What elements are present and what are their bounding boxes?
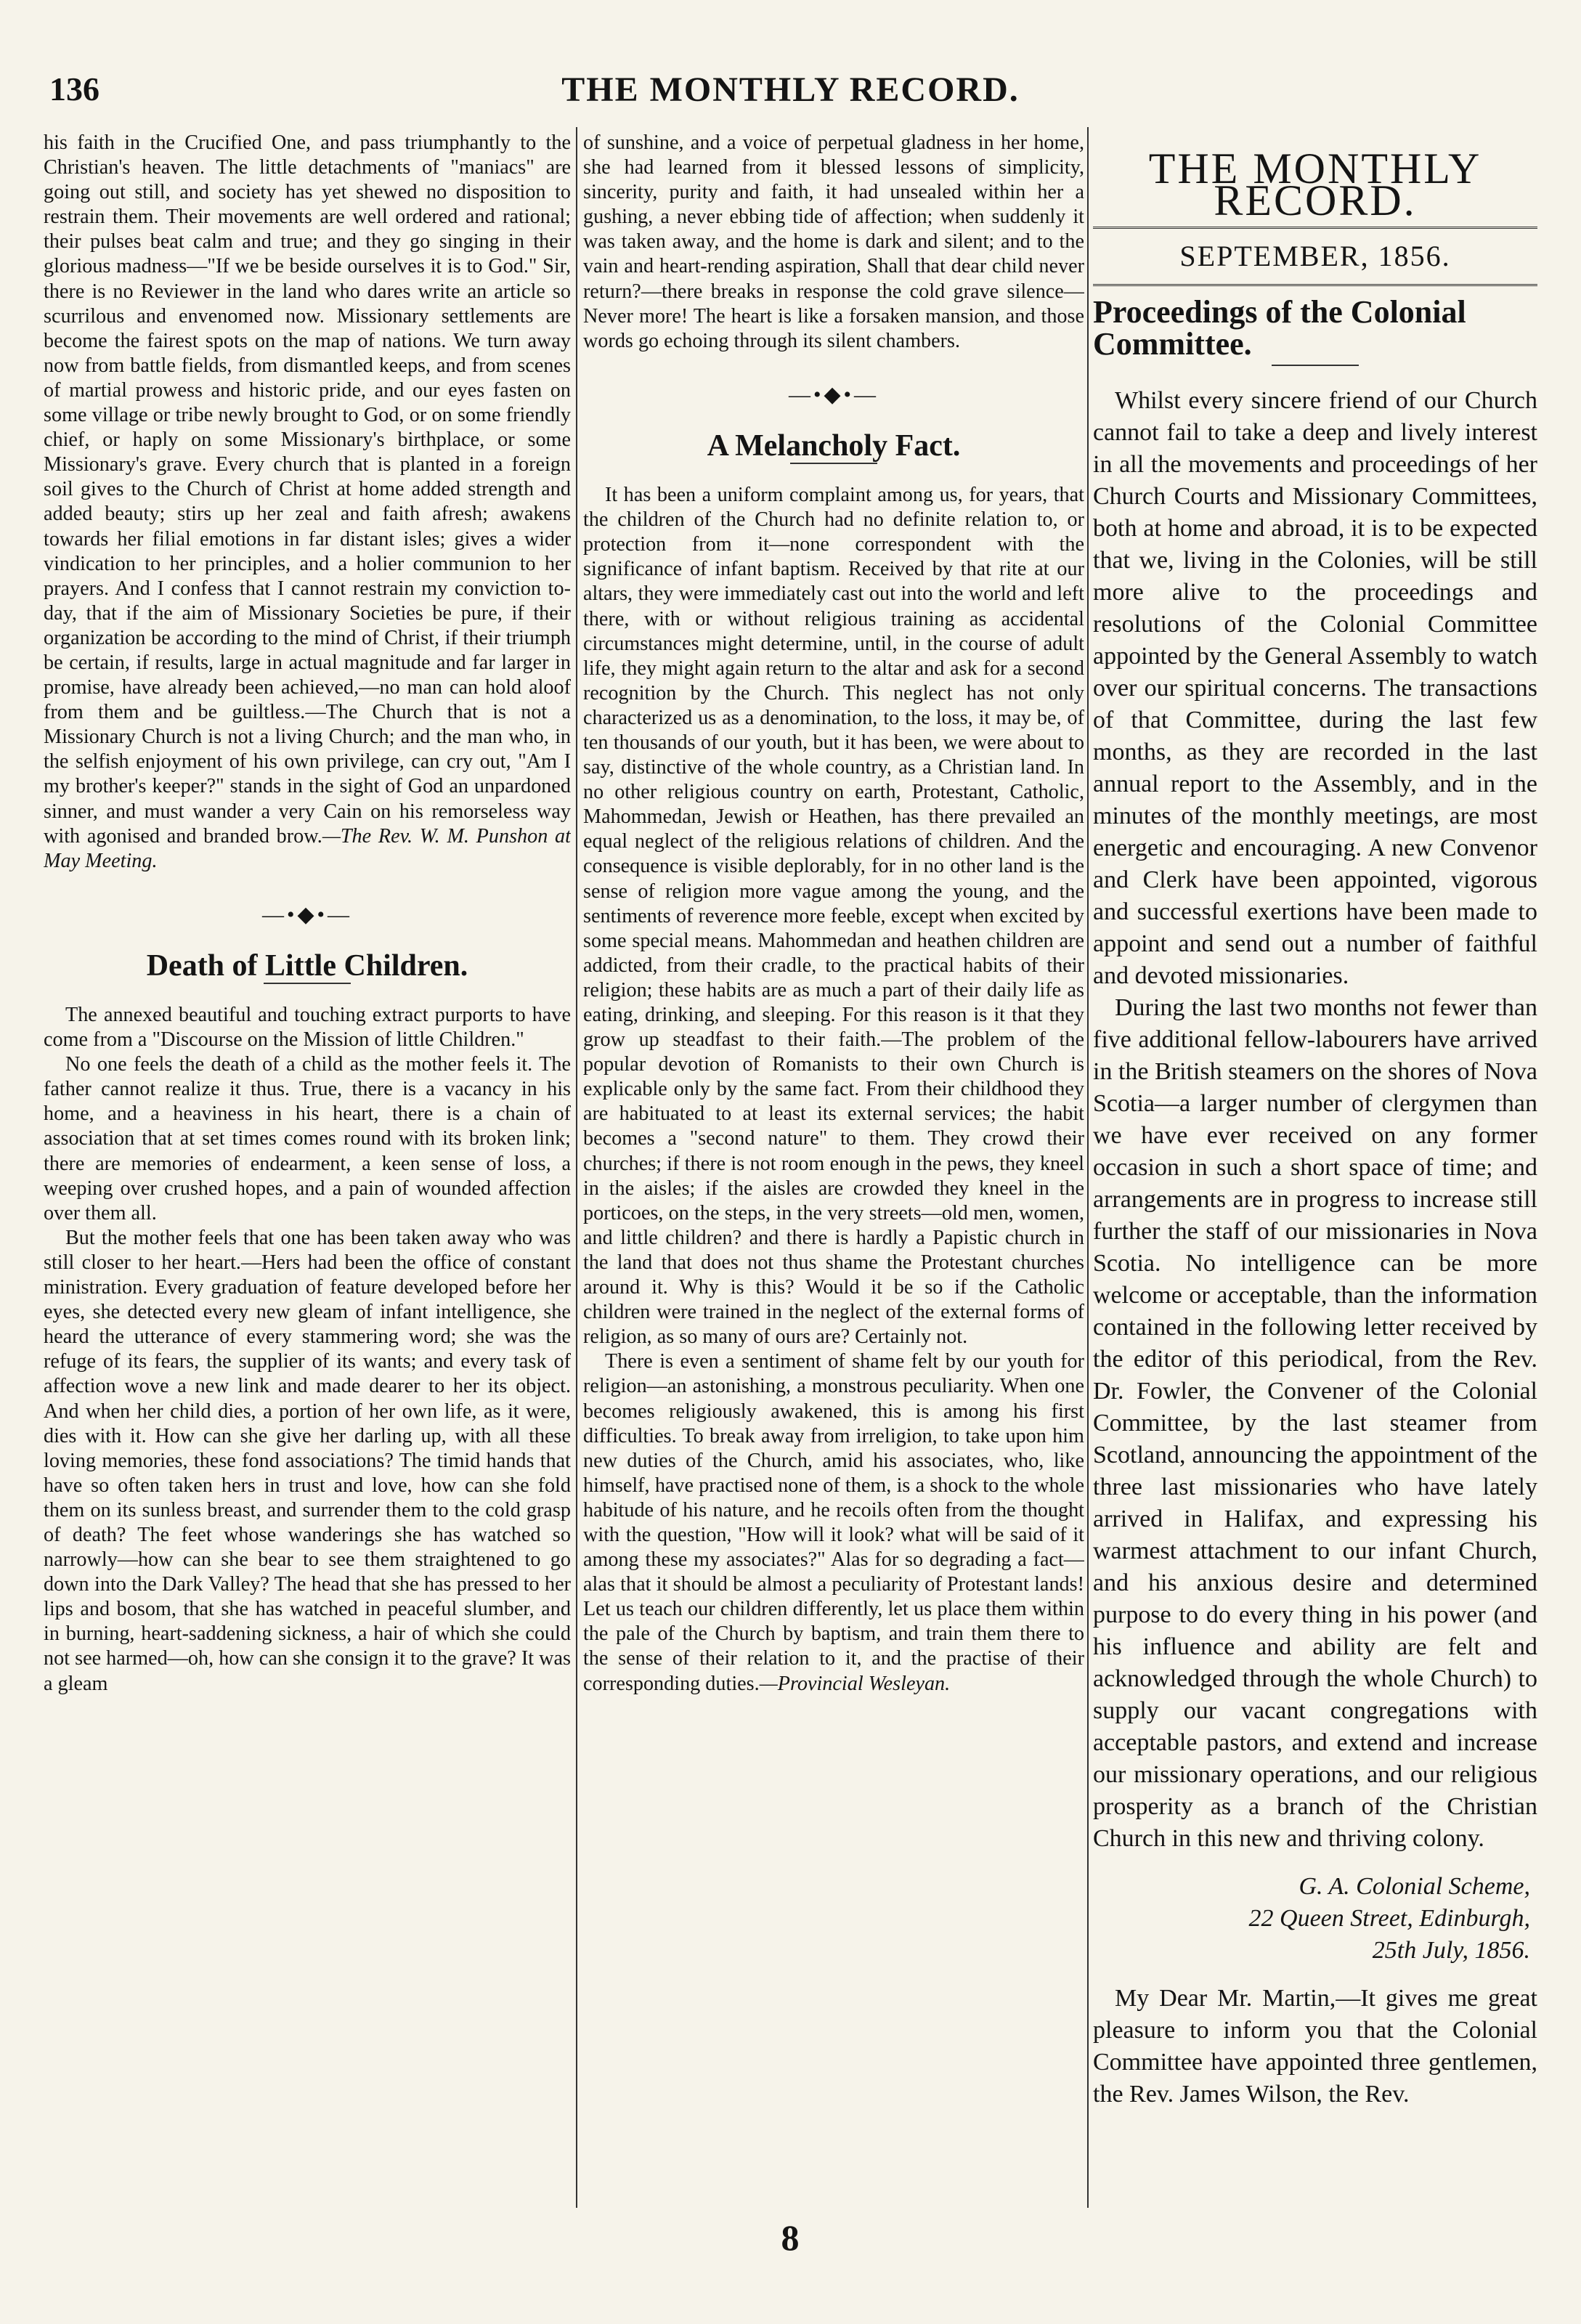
column-rule xyxy=(1087,127,1089,2208)
article-paragraph: But the mother feels that one has been taken away who was still closer to her heart.—Hers had been the office of constant ministration. Every graduation of feature developed before her eyes, she detected every new gleam of infant intelligence, she heard the utterance of every stammering word; she was the refuge of its fears, the supplier of its wants; and every task of affection wove a new link and made dearer to her its object. And when her child dies, a portion of her own life, as it were, dies with it. How can she give her darling up, with all these loving memories, these fond associations? The timid hands that have so often taken hers in trust and love, how can she fold them on its sunless breast, and surrender them to the cold grasp of death? The feet whose wanderings she has watched so narrowly—how can she bear to see them straightened to go down into the Dark Valley? The head that she has pressed to her lips and bosom, that she has watched in peaceful slumber, and in burning, heart-saddening sickness, a hair of which she could not see harmed—oh, how can she consign it to the grave? It was a gleam xyxy=(44,1226,571,1695)
heading-rule xyxy=(264,983,351,984)
article-paragraph: of sunshine, and a voice of perpetual gladness in her home, she had learned from it blessed lessons of simplicity, sincerity, purity and faith, it had unsealed within her a gushing, a never ebbing tide of affection; when suddenly it was taken away, and the home is dark and silent; and to the vain and heart-rending aspiration, Shall that dear child never return?—there breaks in response the cold grave silence—Never more! The heart is like a forsaken mansion, and those words go echoing through its silent chambers. xyxy=(583,131,1084,352)
heading-rule xyxy=(790,463,877,464)
article-heading: Proceedings of the Colonial Committee. xyxy=(1093,294,1466,362)
column-right xyxy=(1093,131,1537,2208)
article-paragraph: No one feels the death of a child as the mother feels it. The father cannot realize it thus. True, there is a vacancy in his home, and a heaviness in his heart, there is a chain of association that at set times comes round with its broken link; there are memories of endearment, a keen sense of loss, a weeping over crushed hopes, and a pain of wounded affection over them all. xyxy=(44,1053,571,1224)
address-line: 22 Queen Street, Edinburgh, xyxy=(1248,1905,1530,1932)
issue-date: SEPTEMBER, 1856. xyxy=(1179,240,1451,272)
article-paragraph: his faith in the Crucified One, and pass triumphantly to the Christian's heaven. The little detachments of "maniacs" are going out still, and society has yet shewed no disposition to restrain them. Their movements are well ordered and rational; their pulses beat calm and true; and they go singing in their glorious madness—"If we be beside ourselves it is to God." Sir, there is no Reviewer in the land who dares write an article so scurrilous and envenomed now. Missionary settlements are become the fairest spots on the map of nations. We turn away now from battle fields, from dismantled keeps, and from scenes of martial prowess and historic pride, and our eyes fasten on some village or tribe newly brought to God, or on some friendly chief, or haply on some Missionary's birthplace, or some Missionary's grave. Every church that is planted in a foreign soil gives to the Church of Christ at home added strength and added beauty; stirs up her zeal and faith afresh; awakens towards her filial emotions in far distant isles; gives a wider vindication to her principles, and a holier communion to her prayers. And I confess that I cannot restrain my conviction to-day, that if the aim of Missionary Societies be pure, if their organization be according to the mind of Christ, if their triumph be certain, if results, large in actual magnitude and far larger in promise, have already been achieved,—no man can hold aloof from them and be guiltless.—The Church that is not a Missionary Church is not a living Church; and the man who, in the selfish enjoyment of his own privilege, can cry out, "Am I my brother's keeper?" stands in the sight of God an unpardoned sinner, and must wander a very Cain on his remorseless way with agonised and branded brow.—The Rev. W. M. Punshon at May Meeting. xyxy=(44,131,571,872)
article-heading: A Melancholy Fact. xyxy=(707,428,961,463)
letter-address xyxy=(1093,1871,1530,1967)
article-paragraph: My Dear Mr. Martin,—It gives me great pleasure to inform you that the Colonial Committee have appointed three gentlemen, the Rev. James Wilson, the Rev. xyxy=(1093,1985,1537,2108)
article-paragraph: The annexed beautiful and touching extract purports to have come from a "Discourse on the Mission of little Children." xyxy=(44,1004,571,1052)
section-ornament: —•◆•— xyxy=(788,382,879,407)
heading-rule xyxy=(1272,365,1359,366)
column-middle xyxy=(583,131,1084,2208)
column-left xyxy=(44,131,571,2208)
journal-title: THE MONTHLY RECORD. xyxy=(561,70,1020,109)
masthead-rule xyxy=(1093,284,1537,286)
article-paragraph: During the last two months not fewer than five additional fellow-labourers have arrived in the British steamers on the shores of Nova Scotia—a larger number of clergymen than we have ever received on any former occasion in such a short space of time; and arrangements are in progress to increase still further the staff of our missionaries in Nova Scotia. No intelligence can be more welcome or acceptable, than the information contained in the following letter received by the editor of this periodical, from the Rev. Dr. Fowler, the Convener of the Colonial Committee, by the last steamer from Scotland, announcing the appointment of the three last missionaries who have lately arrived in Halifax, and expressing his warmest attachment to our infant Church, and his anxious desire and determined purpose to do every thing in his power (and his influence and ability are felt and acknowledged through the whole Church) to supply our vacant congregations with acceptable pastors, and extend and increase our missionary operations, and our religious prosperity as a branch of the Christian Church in this new and thriving colony. xyxy=(1093,994,1537,1852)
masthead-rule xyxy=(1093,227,1537,229)
page-number: 136 xyxy=(49,70,99,107)
address-line: 25th July, 1856. xyxy=(1372,1937,1530,1964)
address-line: G. A. Colonial Scheme, xyxy=(1298,1873,1530,1900)
article-heading: Death of Little Children. xyxy=(146,948,468,983)
signature-mark: 8 xyxy=(781,2217,800,2258)
running-head xyxy=(44,70,1537,113)
article-paragraph: It has been a uniform complaint among us, for years, that the children of the Church had no definite relation to, or protection from it—none correspondent with the significance of infant baptism. Received by that rite at our altars, they were immediately cast out into the world and left there, with or without religious training as accidental circumstances might determine, until, in the course of adult life, they might again return to the altar and ask for a second recognition by the Church. This neglect has not only characterized us as a denomination, to the loss, it may be, of ten thousands of our youth, but it has been, we were about to say, distinctive of the whole country, as a Christian land. In no other religious country on earth, Protestant, Catholic, Mahommedan, Jewish or Heathen, has there prevailed an equal neglect of the religious relations of children. And the consequence is visible deplorably, for in no other land is the sense of religion more vague among the young, and the sentiments of reverence more feeble, except when excited by some special means. Mahommedan and heathen children are addicted, from their cradle, to the practical habits of their religion; these habits are as much a part of their daily life as eating, drinking, and sleeping. For this reason is it that they grow up steadfast to their faith.—The problem of the popular devotion of Romanists to their own Church is explicable only by the same fact. From their childhood they are habituated to at least its external services; the habit becomes a "second nature" to them. They crowd their churches; if there is not room enough in the pews, they kneel in the aisles; if the aisles are crowded they kneel in the porticoes, on the steps, in the very streets—old men, women, and little children? and there is hardly a Papistic church in the land that does not thus shame the Protestant churches around it. Why is this? Would it be so if the Catholic children were trained in the neglect of the external forms of religion, as so many of ours are? Certainly not. xyxy=(583,484,1084,1349)
article-paragraph: There is even a sentiment of shame felt by our youth for religion—an astonishing, a monstrous peculiarity. When one becomes religiously awakened, this is among his first difficulties. To break away from irreligion, to take upon him new duties of the Church, amid his associates, who, like himself, have practised none of them, is a shock to the whole habitude of his nature, and he recoils often from the thought with the question, "How will it look? what will be said of it among these my associates?" Alas for so degrading a fact—alas that it should be almost a peculiarity of Protestant lands! Let us teach our children differently, let us place them within the pale of the Church by baptism, and train them there to the sense of their relation to it, and the practise of their corresponding duties.—Provincial Wesleyan. xyxy=(583,1350,1084,1695)
section-ornament: —•◆•— xyxy=(261,902,353,927)
masthead-title: THE MONTHLY RECORD. xyxy=(1148,145,1482,224)
column-rule xyxy=(576,127,577,2208)
article-paragraph: Whilst every sincere friend of our Church cannot fail to take a deep and lively interest in all the movements and proceedings of her Church Courts and Missionary Committees, both at home and abroad, it is to be expected that we, living in the Colonies, will be still more alive to the proceedings and resolutions of the Colonial Committee appointed by the General Assembly to watch over our spiritual concerns. The transactions of that Committee, during the last few months, as they are recorded in the last annual report to the Assembly, and in the minutes of the monthly meetings, are most energetic and encouraging. A new Convenor and Clerk have been appointed, vigorous and successful exertions have been made to appoint and send out a number of faithful and devoted missionaries. xyxy=(1093,387,1537,989)
